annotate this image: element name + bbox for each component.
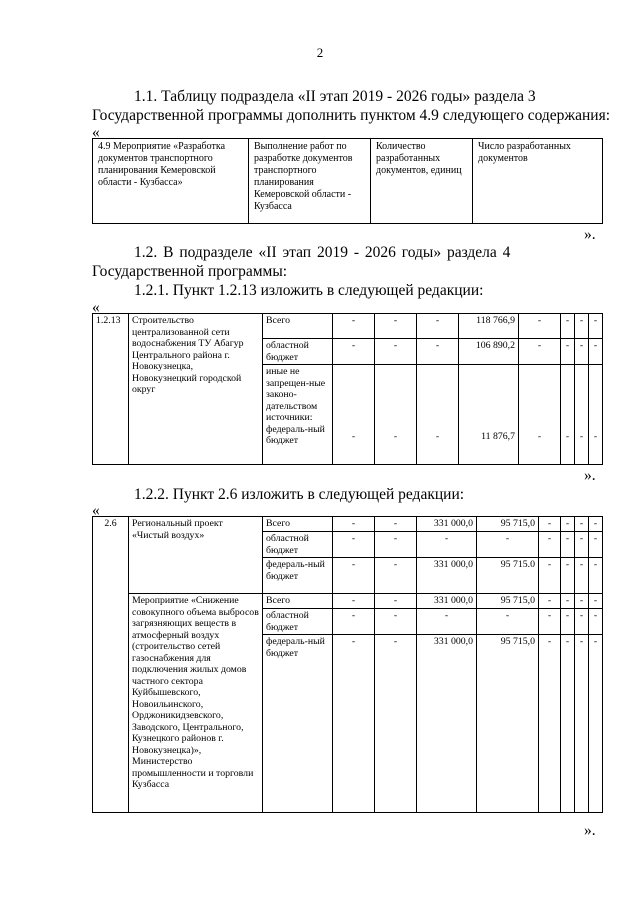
- t2-r1-c2: -: [375, 314, 417, 339]
- t3-b3-c3: 331 000,0: [417, 635, 477, 813]
- t2-r1-c6: -: [561, 314, 575, 339]
- t3-b2-c4: -: [477, 609, 539, 635]
- t3-b3-c2: -: [375, 635, 417, 813]
- table1-col2: Выполнение работ по разработке документов транспортного планирования Кемеровской области - Кузбасса: [249, 139, 371, 224]
- t2-r2-c5: -: [519, 339, 561, 365]
- t3-b2-c1: -: [333, 609, 375, 635]
- t3-a3-c5: -: [539, 558, 561, 594]
- t2-num: 1.2.13: [93, 314, 129, 465]
- t3-a3-c3: 331 000,0: [417, 558, 477, 594]
- t3-b1-c2: -: [375, 594, 417, 609]
- t3-b3-c7: -: [575, 635, 589, 813]
- t2-src-other-federal: [263, 365, 333, 465]
- t3-b3-c6: -: [561, 635, 575, 813]
- t3-a2-c4: -: [477, 532, 539, 558]
- close-quote-1: ».: [584, 226, 596, 243]
- t2-src-regional: областной бюджет: [263, 339, 333, 365]
- table-row: [93, 594, 603, 609]
- t3-a3-c7: -: [575, 558, 589, 594]
- open-quote-1: «: [92, 124, 100, 141]
- t2-r3-c4: [459, 365, 519, 465]
- t2-r3-c5-val: -: [537, 430, 542, 442]
- t3-a2-c6: -: [561, 532, 575, 558]
- paragraph-1-2-2: 1.2.2. Пункт 2.6 изложить в следующей редакции:: [134, 486, 465, 503]
- t3-a-src-regional: областной бюджет: [263, 532, 333, 558]
- t3-b1-c5: -: [539, 594, 561, 609]
- t2-r2-c1: -: [333, 339, 375, 365]
- t3-a1-c3: 331 000,0: [417, 517, 477, 532]
- t2-r2-c6: -: [561, 339, 575, 365]
- t2-r3-c2: [375, 365, 417, 465]
- t3-a2-c1: -: [333, 532, 375, 558]
- t3-name2: Мероприятие «Снижение совокупного объема выбросов загрязняющих веществ в атмосферный воздух (строительство сетей газоснабжения для подключения жилых домов частного сектора Куйбышевского, Новоильинского, Орджоникидзевского, Заводского, Центрального, Кузнецкого районов г. Новокузнецка)», Министерство промышленности и торговли Кузбасса: [129, 594, 263, 813]
- paragraph-1-1-line2: Государственной программы дополнить пунктом 4.9 следующего содержания:: [92, 107, 611, 124]
- t3-name1: Региональный проект «Чистый воздух»: [129, 517, 263, 594]
- t3-a1-c1: -: [333, 517, 375, 532]
- t3-b-src-regional: областной бюджет: [263, 609, 333, 635]
- t3-b3-c4: 95 715,0: [477, 635, 539, 813]
- t2-r3-c3-val: -: [435, 430, 440, 442]
- t2-r1-c5: -: [519, 314, 561, 339]
- t3-a1-c4: 95 715,0: [477, 517, 539, 532]
- t3-b3-c8: -: [589, 635, 603, 813]
- t3-b2-c5: -: [539, 609, 561, 635]
- t3-b1-c3: 331 000,0: [417, 594, 477, 609]
- t3-a1-c5: -: [539, 517, 561, 532]
- t3-b3-c1: -: [333, 635, 375, 813]
- table-row: [93, 517, 603, 532]
- t3-a1-c7: -: [575, 517, 589, 532]
- t3-a1-c6: -: [561, 517, 575, 532]
- t2-r1-c1: -: [333, 314, 375, 339]
- t3-a1-c8: -: [589, 517, 603, 532]
- t3-b1-c1: -: [333, 594, 375, 609]
- t3-a2-c7: -: [575, 532, 589, 558]
- t3-a2-c8: -: [589, 532, 603, 558]
- t2-r2-c2: -: [375, 339, 417, 365]
- table1-col1: 4.9 Мероприятие «Разработка документов транспортного планирования Кемеровской области - Кузбасса»: [93, 139, 249, 224]
- t2-r1-c8: -: [589, 314, 603, 339]
- t3-a2-c5: -: [539, 532, 561, 558]
- table-2-6: [92, 516, 603, 813]
- table1-col3: Количество разработанных документов, единиц: [371, 139, 473, 224]
- table1-col4: Число разработанных документов: [473, 139, 603, 224]
- close-quote-2: ».: [584, 467, 596, 484]
- t2-r3-c8-val: -: [593, 430, 598, 442]
- t3-a3-c2: -: [375, 558, 417, 594]
- t3-b2-c8: -: [589, 609, 603, 635]
- table-4-9: [92, 138, 603, 224]
- paragraph-1-2-line1: 1.2. В подразделе «II этап 2019 - 2026 годы» раздела 4: [134, 244, 511, 261]
- table-row: [93, 139, 603, 224]
- page-number: 2: [316, 45, 324, 60]
- t2-src-federal: федераль-ный бюджет: [266, 423, 325, 446]
- close-quote-3: ».: [584, 822, 596, 839]
- t3-b1-c6: -: [561, 594, 575, 609]
- table-1-2-13: [92, 313, 603, 465]
- t2-src-other: иные не запрещен-ные законо-дательством источники:: [266, 366, 326, 423]
- t3-a3-c4: 95 715.0: [477, 558, 539, 594]
- t2-r3-c7-val: -: [579, 430, 584, 442]
- t2-r3-c6-val: -: [565, 430, 570, 442]
- t2-src-total: Всего: [263, 314, 333, 339]
- t3-b2-c7: -: [575, 609, 589, 635]
- t3-a2-c2: -: [375, 532, 417, 558]
- t3-b1-c7: -: [575, 594, 589, 609]
- t3-num: 2.6: [93, 517, 129, 813]
- t3-a-src-federal: федераль-ный бюджет: [263, 558, 333, 594]
- t3-a3-c8: -: [589, 558, 603, 594]
- paragraph-1-2-line2: Государственной программы:: [92, 263, 288, 280]
- t3-a-src-total: Всего: [263, 517, 333, 532]
- t2-r3-c5: [519, 365, 561, 465]
- t3-a2-c3: -: [417, 532, 477, 558]
- t3-b-src-federal: федераль-ный бюджет: [263, 635, 333, 813]
- open-quote-2: «: [92, 299, 100, 316]
- t3-b2-c2: -: [375, 609, 417, 635]
- t3-b2-c6: -: [561, 609, 575, 635]
- t3-a3-c1: -: [333, 558, 375, 594]
- table-row: [93, 314, 603, 339]
- t3-b2-c3: -: [417, 609, 477, 635]
- t2-r3-c1: [333, 365, 375, 465]
- t2-r2-c3: -: [417, 339, 459, 365]
- t2-r3-c3: [417, 365, 459, 465]
- t2-val-total: 118 766,9: [459, 314, 519, 339]
- t2-r2-c7: -: [575, 339, 589, 365]
- paragraph-1-2-1: 1.2.1. Пункт 1.2.13 изложить в следующей редакции:: [134, 282, 484, 299]
- t2-r3-c6: [561, 365, 575, 465]
- t2-r3-c1-val: -: [351, 430, 356, 442]
- t2-r1-c3: -: [417, 314, 459, 339]
- t2-r3-c2-val: -: [393, 430, 398, 442]
- t3-b-src-total: Всего: [263, 594, 333, 609]
- t2-r3-c8: [589, 365, 603, 465]
- t2-val-federal: 11 876,7: [481, 430, 515, 442]
- open-quote-3: «: [92, 502, 100, 519]
- t3-a1-c2: -: [375, 517, 417, 532]
- t2-r3-c7: [575, 365, 589, 465]
- t2-r1-c7: -: [575, 314, 589, 339]
- t2-name: Строительство централизованной сети водоснабжения ТУ Абагур Центрального района г. Новокузнецка, Новокузнецкий городской округ: [129, 314, 263, 465]
- t3-a3-c6: -: [561, 558, 575, 594]
- t3-b3-c5: -: [539, 635, 561, 813]
- t3-b1-c8: -: [589, 594, 603, 609]
- t2-r2-c8: -: [589, 339, 603, 365]
- paragraph-1-1-line1: 1.1. Таблицу подраздела «II этап 2019 - 2026 годы» раздела 3: [134, 88, 536, 105]
- t3-b1-c4: 95 715,0: [477, 594, 539, 609]
- t2-val-regional: 106 890,2: [459, 339, 519, 365]
